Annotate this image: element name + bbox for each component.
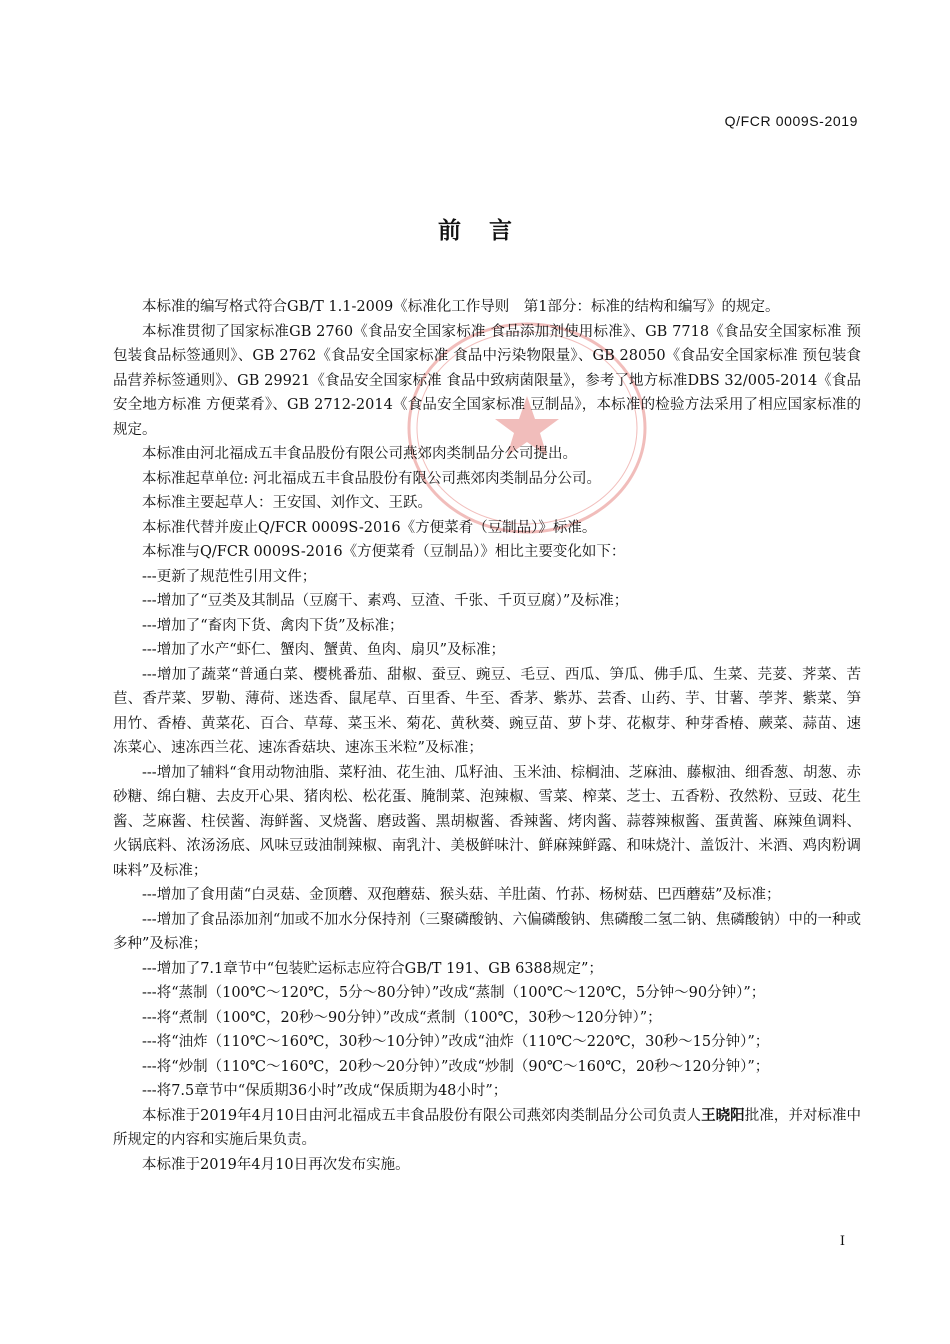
paragraph: 本标准贯彻了国家标准GB 2760《食品安全国家标准 食品添加剂使用标准》、GB 7718《食品安全国家标准 预包装食品标签通则》、GB 2762《食品安全国家标准 食品中污染物限量》、GB 28050《食品安全国家标准 预包装食品营养标签通则》、GB 29921《食品安全国家标准 食品中致病菌限量》，参考了地方标准DBS 32/005-2014《食品安全地方标准 方便菜肴》、GB 2712-2014《食品安全国家标准 豆制品》，本标准的检验方法采用了相应国家标准的规定。 <box>113 323 861 438</box>
page-number: I <box>839 1234 845 1249</box>
paragraph: 本标准主要起草人：王安国、刘作文、王跃。 <box>142 495 432 511</box>
approval-text-before: 本标准于2019年4月10日由河北福成五丰食品股份有限公司燕郊肉类制品分公司负责人 <box>142 1107 702 1124</box>
approval-paragraph <box>113 1104 861 1153</box>
change-item: ---将7.5章节中“保质期36小时”改成“保质期为48小时”； <box>142 1083 508 1099</box>
paragraph: 本标准代替并废止Q/FCR 0009S-2016《方便菜肴（豆制品）》标准。 <box>142 519 597 536</box>
change-item: ---将“炒制（110℃～160℃，20秒～20分钟）”改成“炒制（90℃～160℃，20秒～120分钟）”； <box>142 1058 770 1075</box>
paragraph: 本标准由河北福成五丰食品股份有限公司燕郊肉类制品分公司提出。 <box>142 446 577 462</box>
change-item: ---增加了7.1章节中“包装贮运标志应符合GB/T 191、GB 6388规定”； <box>142 960 603 977</box>
change-item: ---增加了食品添加剂“加或不加水分保持剂（三聚磷酸钠、六偏磷酸钠、焦磷酸二氢二钠、焦磷酸钠）中的一种或多种”及标准； <box>113 911 861 952</box>
release-paragraph: 本标准于2019年4月10日再次发布实施。 <box>142 1156 410 1173</box>
change-item: ---增加了“畜肉下货、禽肉下货”及标准； <box>142 617 404 634</box>
change-item: ---增加了水产“虾仁、蟹肉、蟹黄、鱼肉、扇贝”及标准； <box>142 642 506 658</box>
change-item: ---将“油炸（110℃～160℃，30秒～10分钟）”改成“油炸（110℃～220℃，30秒～15分钟）”； <box>142 1034 770 1050</box>
paragraph: 本标准与Q/FCR 0009S-2016《方便菜肴（豆制品）》相比主要变化如下： <box>142 544 626 560</box>
page-title: 前言 <box>438 218 540 244</box>
foreword-body <box>113 295 861 1177</box>
change-item: ---增加了“豆类及其制品（豆腐干、素鸡、豆渣、千张、千页豆腐）”及标准； <box>142 593 629 609</box>
approval-text-after: 批准，并对标准中所规定的内容和实施后果负责。 <box>113 1107 862 1148</box>
paragraph: 本标准的编写格式符合GB/T 1.1-2009《标准化工作导则 第1部分：标准的结构和编写》的规定。 <box>142 299 780 315</box>
paragraph: 本标准起草单位: 河北福成五丰食品股份有限公司燕郊肉类制品分公司。 <box>142 470 601 487</box>
change-item: ---更新了规范性引用文件； <box>142 568 317 585</box>
change-item: ---增加了辅料“食用动物油脂、菜籽油、花生油、瓜籽油、玉米油、棕榈油、芝麻油、藤椒油、细香葱、胡葱、赤砂糖、绵白糖、去皮开心果、猪肉松、松花蛋、腌制菜、泡辣椒、雪菜、榨菜、芝士、五香粉、孜然粉、豆豉、花生酱、芝麻酱、柱侯酱、海鲜酱、叉烧酱、磨豉酱、黑胡椒酱、香辣酱、烤肉酱、蒜蓉辣椒酱、蛋黄酱、麻辣鱼调料、火锅底料、浓汤汤底、风味豆豉油制辣椒、南乳汁、美极鲜味汁、鲜麻辣鲜露、和味烧汁、盖饭汁、米酒、鸡肉粉调味料”及标准； <box>113 764 861 879</box>
approver-name: 王晓阳 <box>701 1106 745 1124</box>
change-item: ---将“煮制（100℃，20秒～90分钟）”改成“煮制（100℃，30秒～120分钟）”； <box>142 1009 662 1026</box>
change-item: ---增加了食用菌“白灵菇、金顶蘑、双孢蘑菇、猴头菇、羊肚菌、竹荪、杨树菇、巴西蘑菇”及标准； <box>142 887 781 903</box>
change-item: ---将“蒸制（100℃～120℃，5分～80分钟）”改成“蒸制（100℃～120℃，5分钟～90分钟）”； <box>142 985 766 1001</box>
standard-code: Q/FCR 0009S-2019 <box>724 113 858 129</box>
change-item: ---增加了蔬菜“普通白菜、樱桃番茄、甜椒、蚕豆、豌豆、毛豆、西瓜、笋瓜、佛手瓜、生菜、芫荽、荠菜、苦苣、香芹菜、罗勒、薄荷、迷迭香、鼠尾草、百里香、牛至、香茅、紫苏、芸香、山药、芋、甘薯、荸荠、紫菜、笋用竹、香椿、黄菜花、百合、草莓、菜玉米、菊花、黄秋葵、豌豆苗、萝卜芽、花椒芽、种芽香椿、蕨菜、蒜苗、速冻菜心、速冻西兰花、速冻香菇块、速冻玉米粒”及标准； <box>113 666 861 756</box>
